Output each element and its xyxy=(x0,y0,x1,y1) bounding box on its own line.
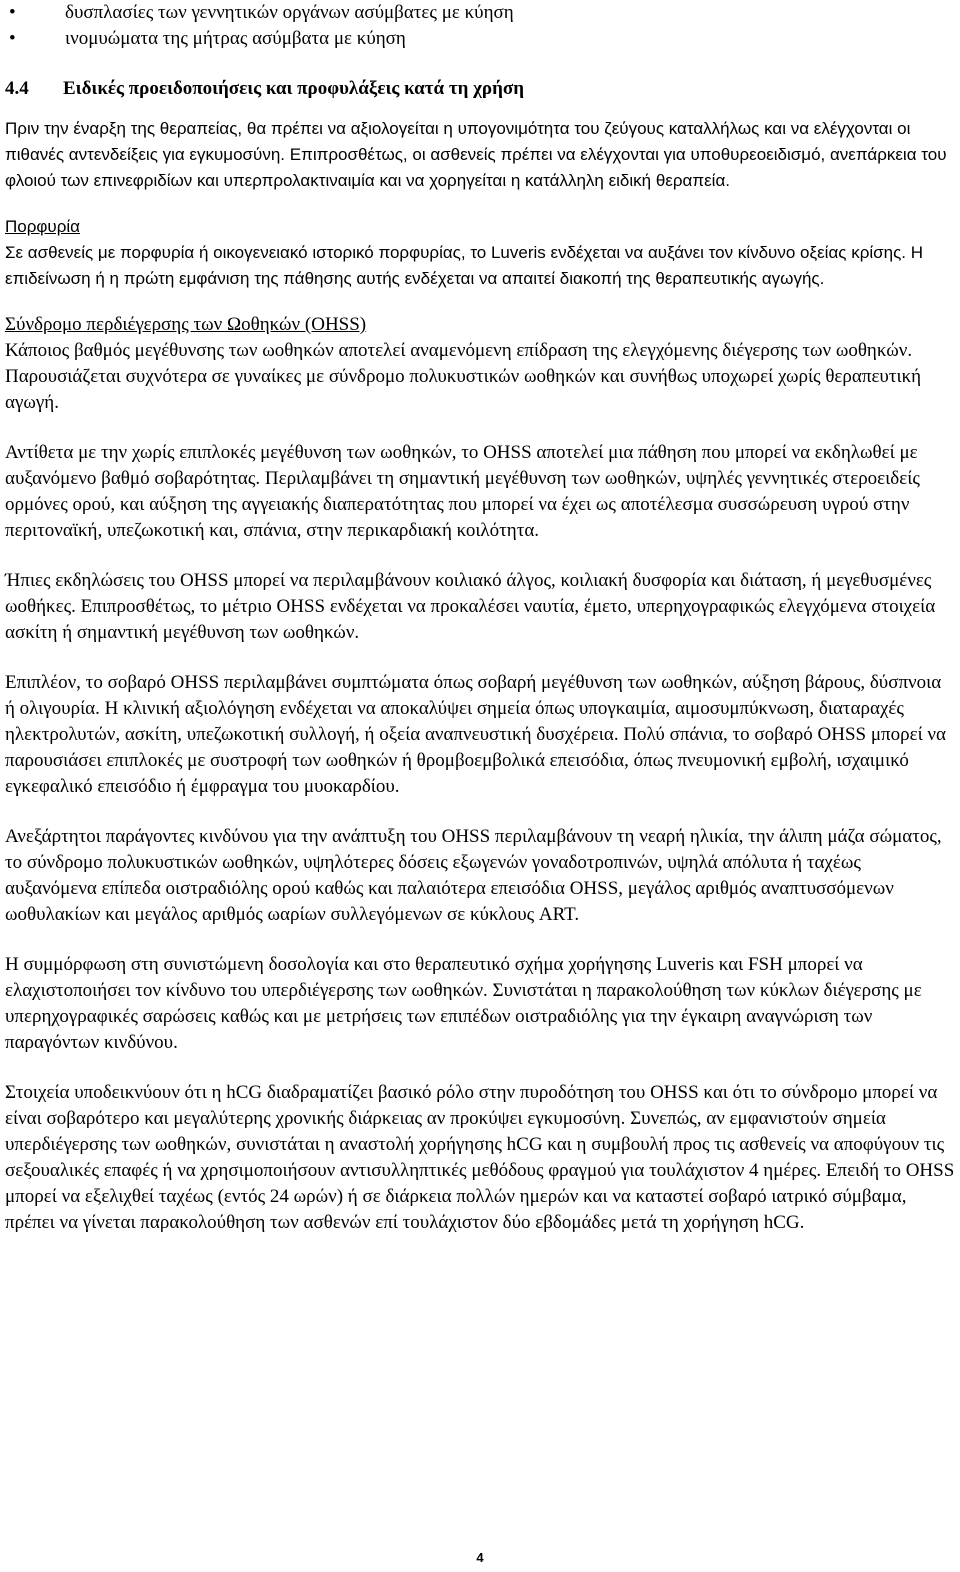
section-number: 4.4 xyxy=(5,78,29,99)
bullet-icon: • xyxy=(9,28,16,49)
bullet-icon: • xyxy=(9,2,16,23)
section-heading xyxy=(5,76,955,102)
section-title: Ειδικές προειδοποιήσεις και προφυλάξεις κατά τη χρήση xyxy=(63,78,524,99)
porphyria-heading: Πορφυρία xyxy=(5,217,80,236)
body-paragraph: Στοιχεία υποδεικνύουν ότι η hCG διαδραματίζει βασικό ρόλο στην πυροδότηση του OHSS και ότι το σύνδρομο μπορεί να είναι σοβαρότερο και μεγαλύτερης χρονικής διάρκειας αν προκύψει εγκυμοσύνη. Συνεπώς, αν εμφανιστούν σημεία υπερδιέγερσης των ωοθηκών, συνιστάται η αναστολή χορήγησης hCG και η συμβουλή προς τις ασθενείς να αποφύγουν τις σεξουαλικές επαφές ή να χρησιμοποιήσουν αντισυλληπτικές μεθόδους φραγμού για τουλάχιστον 4 ημέρες. Επειδή το OHSS μπορεί να εξελιχθεί ταχέως (εντός 24 ωρών) ή σε διάρκεια πολλών ημερών και να καταστεί σοβαρό ιατρικό σύμβαμα, πρέπει να γίνεται παρακολούθηση των ασθενών επί τουλάχιστον δύο εβδομάδες μετά τη χορήγηση hCG. xyxy=(5,1082,955,1233)
ohss-paragraph: Κάποιος βαθμός μεγέθυνσης των ωοθηκών αποτελεί αναμενόμενη επίδραση της ελεγχόμενης διέγερσης των ωοθηκών. Παρουσιάζεται συχνότερα σε γυναίκες με σύνδρομο πολυκυστικών ωοθηκών και συνήθως υποχωρεί χωρίς θεραπευτική αγωγή. xyxy=(5,340,922,413)
page-number: 4 xyxy=(476,1550,484,1565)
ohss-block xyxy=(5,312,955,416)
porphyria-block xyxy=(5,214,955,292)
bullet-list xyxy=(5,0,955,52)
list-item xyxy=(5,26,955,52)
ohss-heading: Σύνδρομο περδιέγερσης των Ωοθηκών (OHSS) xyxy=(5,314,367,335)
list-item xyxy=(5,0,955,26)
intro-paragraph: Πριν την έναρξη της θεραπείας, θα πρέπει να αξιολογείται η υπογονιμότητα του ζεύγους καταλλήλως και να ελέγχονται οι πιθανές αντενδείξεις για εγκυμοσύνη. Επιπροσθέτως, οι ασθενείς πρέπει να ελέγχονται για υποθυρεοειδισμό, ανεπάρκεια του φλοιού των επινεφριδίων και υπερπρολακτιναιμία και να χορηγείται η κατάλληλη ειδική θεραπεία. xyxy=(5,119,947,190)
document-page xyxy=(5,0,955,1236)
body-paragraph: Επιπλέον, το σοβαρό OHSS περιλαμβάνει συμπτώματα όπως σοβαρή μεγέθυνση των ωοθηκών, αύξηση βάρους, δύσπνοια ή ολιγουρία. Η κλινική αξιολόγηση ενδέχεται να αποκαλύψει σημεία όπως υπογκαιμία, αιμοσυμπύκνωση, διαταραχές ηλεκτρολυτών, ασκίτη, υπεζωκοτική συλλογή, ή οξεία αναπνευστική δυσχέρεια. Πολύ σπάνια, το σοβαρό OHSS μπορεί να παρουσιάσει επιπλοκές με συστροφή των ωοθηκών ή θρομβοεμβολικά επεισόδια, όπως πνευμονική εμβολή, ισχαιμικό εγκεφαλικό επεισόδιο ή έμφραγμα του μυοκαρδίου. xyxy=(5,672,946,797)
body-paragraph: Ήπιες εκδηλώσεις του OHSS μπορεί να περιλαμβάνουν κοιλιακό άλγος, κοιλιακή δυσφορία και διάταση, ή μεγεθυσμένες ωοθήκες. Επιπροσθέτως, το μέτριο OHSS ενδέχεται να προκαλέσει ναυτία, έμετο, υπερηχογραφικώς ελεγχόμενα στοιχεία ασκίτη ή σημαντική μεγέθυνση των ωοθηκών. xyxy=(5,570,936,643)
body-paragraph: Αντίθετα με την χωρίς επιπλοκές μεγέθυνση των ωοθηκών, το OHSS αποτελεί μια πάθηση που μπορεί να εκδηλωθεί με αυξανόμενο βαθμό σοβαρότητας. Περιλαμβάνει τη σημαντική μεγέθυνση των ωοθηκών, υψηλές γεννητικές στεροειδείς ορμόνες ορού, και αύξηση της αγγειακής διαπερατότητας που μπορεί να έχει ως αποτέλεσμα συσσώρευση υγρού στην περιτοναϊκή, υπεζωκοτική και, σπάνια, στην περικαρδιακή κοιλότητα. xyxy=(5,442,920,541)
list-item-text: ινομυώματα της μήτρας ασύμβατα με κύηση xyxy=(65,28,406,49)
porphyria-paragraph: Σε ασθενείς με πορφυρία ή οικογενειακό ιστορικό πορφυρίας, το Luveris ενδέχεται να αυξάνει τον κίνδυνο οξείας κρίσης. Η επιδείνωση ή η πρώτη εμφάνιση της πάθησης αυτής ενδέχεται να απαιτεί διακοπή της θεραπευτικής αγωγής. xyxy=(5,243,923,288)
body-paragraph: Ανεξάρτητοι παράγοντες κινδύνου για την ανάπτυξη του OHSS περιλαμβάνουν τη νεαρή ηλικία, την άλιπη μάζα σώματος, το σύνδρομο πολυκυστικών ωοθηκών, υψηλότερες δόσεις εξωγενών γοναδοτροπινών, υψηλά απόλυτα ή ταχέως αυξανόμενα επίπεδα οιστραδιόλης ορού καθώς και παλαιότερα επεισόδια OHSS, μεγάλος αριθμός αναπτυσσόμενων ωοθυλακίων και μεγάλος αριθμός ωαρίων συλλεγόμενων σε κύκλους ART. xyxy=(5,826,942,925)
list-item-text: δυσπλασίες των γεννητικών οργάνων ασύμβατες με κύηση xyxy=(65,2,514,23)
body-paragraph: Η συμμόρφωση στη συνιστώμενη δοσολογία και στο θεραπευτικό σχήμα χορήγησης Luveris και FSH μπορεί να ελαχιστοποιήσει τον κίνδυνο του υπερδιέγερσης των ωοθηκών. Συνιστάται η παρακολούθηση των κύκλων διέγερσης με υπερηχογραφικές σαρώσεις καθώς και με μετρήσεις των επιπέδων οιστραδιόλης για την έγκαιρη αναγνώριση των παραγόντων κινδύνου. xyxy=(5,954,922,1053)
